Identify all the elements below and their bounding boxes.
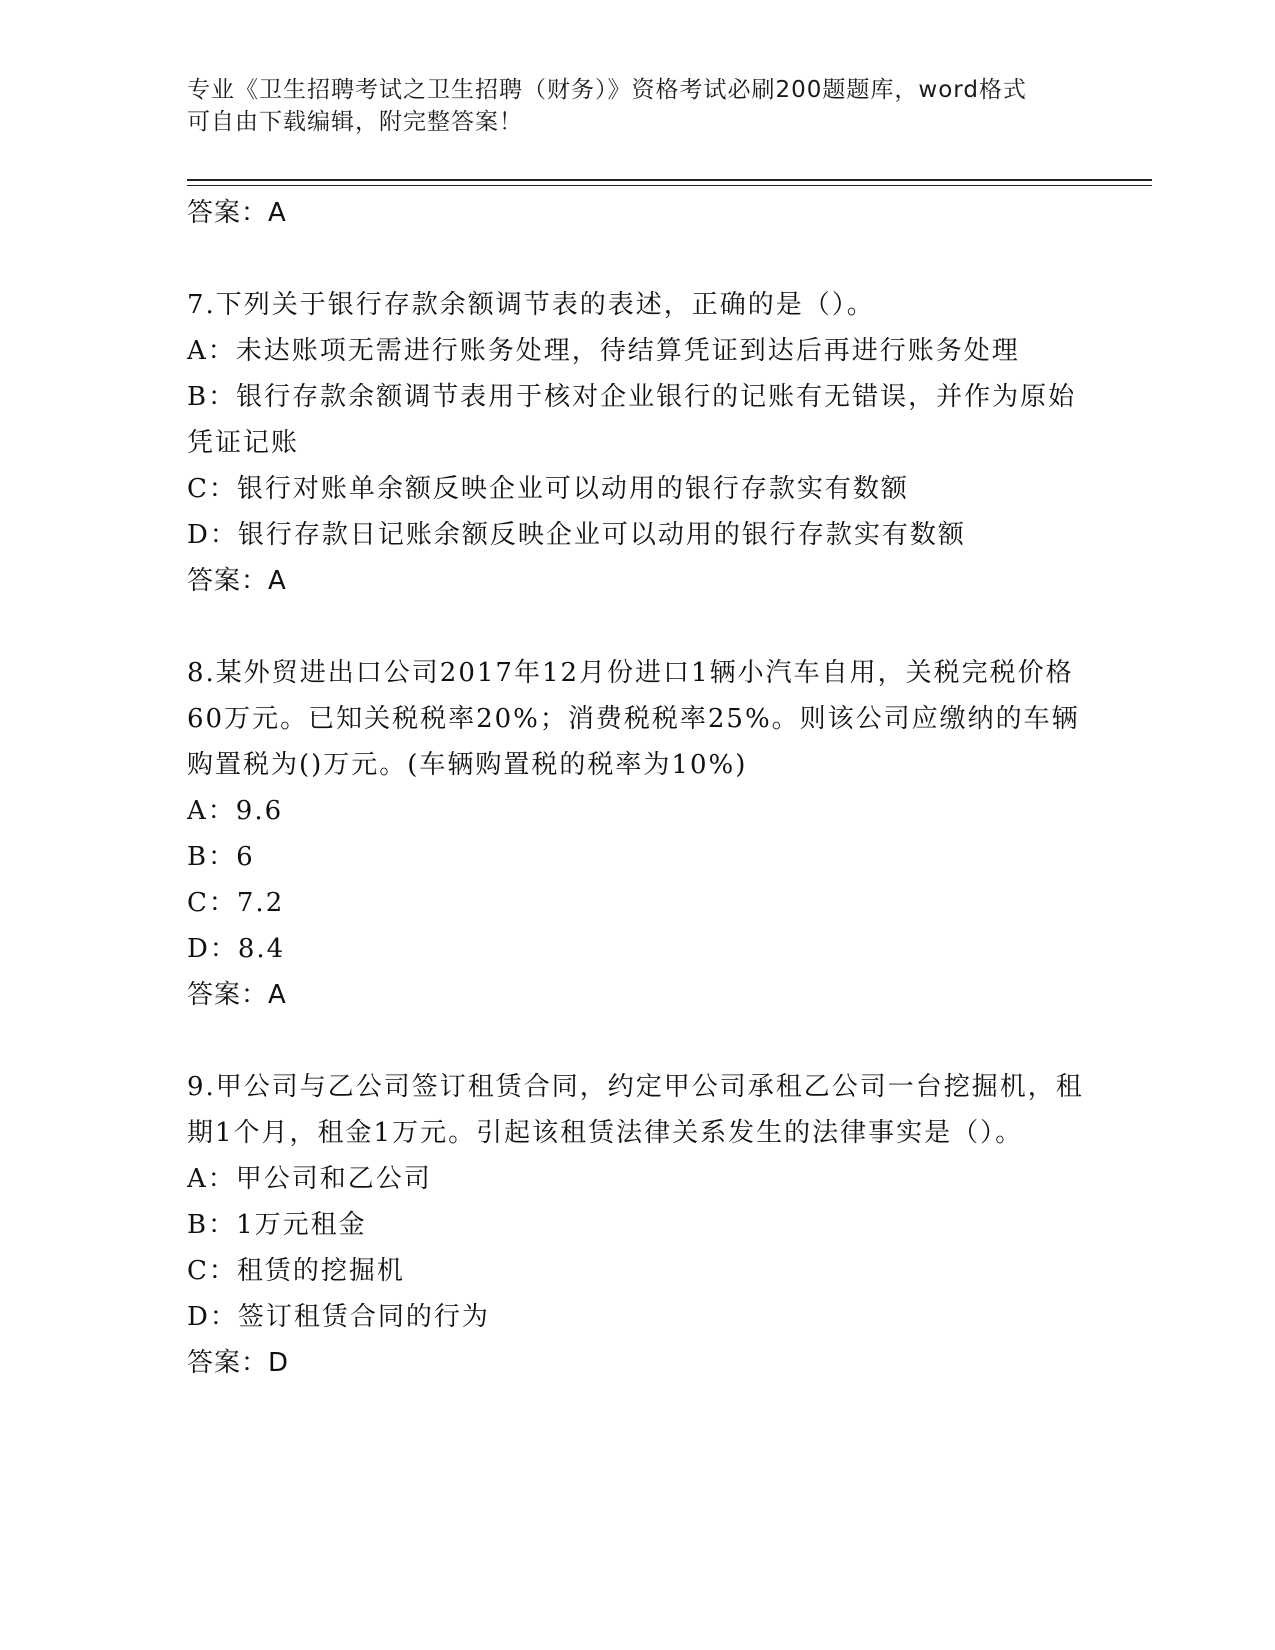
question-stem: 7.下列关于银行存款余额调节表的表述，正确的是（）。 — [187, 290, 875, 320]
option-d: D：签订租赁合同的行为 — [187, 1302, 490, 1332]
answer-line: 答案：A — [187, 980, 287, 1010]
option-b: B：银行存款余额调节表用于核对企业银行的记账有无错误，并作为原始凭证记账 — [187, 382, 1077, 458]
answer-line: 答案：A — [187, 566, 287, 596]
option-a: A：未达账项无需进行账务处理，待结算凭证到达后再进行账务处理 — [187, 336, 1020, 366]
question-stem: 9.甲公司与乙公司签订租赁合同，约定甲公司承租乙公司一台挖掘机，租期1个月，租金1万元。引起该租赁法律关系发生的法律事实是（）。 — [187, 1072, 1084, 1148]
option-d: D：8.4 — [187, 934, 286, 964]
document-body — [187, 190, 1087, 1386]
header-divider-thin — [187, 185, 1152, 186]
option-d: D：银行存款日记账余额反映企业可以动用的银行存款实有数额 — [187, 520, 966, 550]
option-b: B：6 — [187, 842, 255, 872]
answer-line: 答案：D — [187, 1348, 290, 1378]
option-a: A：9.6 — [187, 796, 284, 826]
question-7 — [187, 282, 1087, 604]
document-header — [187, 74, 1087, 138]
header-line-1: 专业《卫生招聘考试之卫生招聘（财务）》资格考试必刷200题题库，word格式 — [187, 77, 1027, 103]
header-divider-thick — [187, 179, 1152, 181]
question-8 — [187, 650, 1087, 1018]
header-line-2: 可自由下载编辑，附完整答案！ — [187, 109, 523, 135]
answer-line: 答案：A — [187, 198, 287, 228]
option-b: B：1万元租金 — [187, 1210, 367, 1240]
option-a: A：甲公司和乙公司 — [187, 1164, 432, 1194]
question-9 — [187, 1064, 1087, 1386]
option-c: C：租赁的挖掘机 — [187, 1256, 405, 1286]
option-c: C：7.2 — [187, 888, 285, 918]
option-c: C：银行对账单余额反映企业可以动用的银行存款实有数额 — [187, 474, 909, 504]
question-stem: 8.某外贸进出口公司2017年12月份进口1辆小汽车自用，关税完税价格60万元。已知关税税率20%；消费税税率25%。则该公司应缴纳的车辆购置税为()万元。(车辆购置税的税率为10%) — [187, 658, 1080, 780]
